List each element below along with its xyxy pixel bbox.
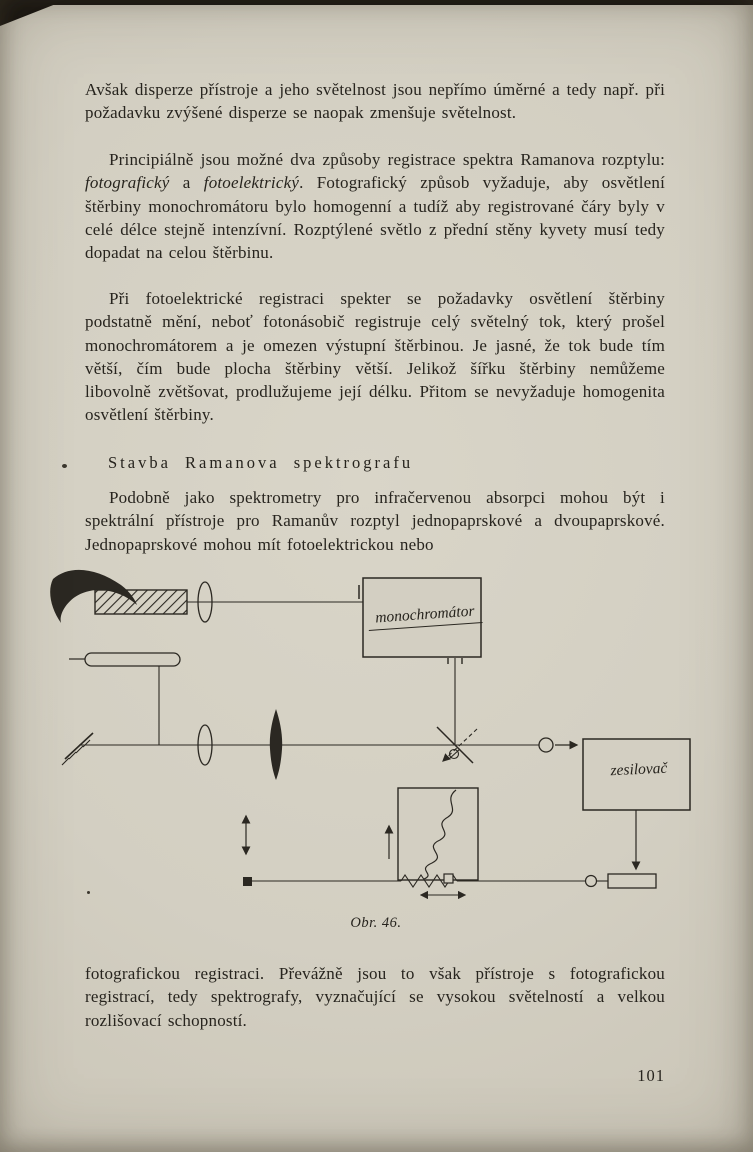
paragraph-photographic-registration: fotografickou registraci. Převážně jsou to však přístroje s fotografickou registrací, tedy spektrografy, vyznačující se vysokou světelností a velkou rozlišovací schopností. bbox=[85, 964, 665, 1030]
recorder-chart-box bbox=[398, 788, 478, 880]
paragraph-spectrograph-types: Podobně jako spektrometry pro infračervenou absorpci mohou být i spektrální přístroje pro Ramanův rozptyl jednopaprskové a dvoupaprskové. Jednopaprskové mohou mít fotoelektrickou nebo bbox=[85, 488, 665, 554]
ink-speck bbox=[62, 464, 67, 468]
paragraph-photoelectric-registration: Při fotoelektrické registraci spekter se požadavky osvětlení štěrbiny podstatně mění, neboť fotonásobič registruje celý světelný tok, který prošel monochromátorem a je omezen výstupní štěrbinou. Je jasné, že tok bude tím větší, čím bude plocha štěrbiny větší. Jelikož šířku štěrbiny nemůžeme libovolně zvětšovat, prodlužujeme její délku. Přitom se nevyžaduje homogenita osvětlení štěrbiny. bbox=[85, 289, 665, 425]
photodetector bbox=[539, 738, 553, 752]
raman-cuvette bbox=[85, 653, 180, 666]
motor-circle bbox=[586, 876, 597, 887]
scan-corner-artifact bbox=[0, 0, 66, 26]
slit-jaw-square bbox=[243, 877, 252, 886]
section-heading: Stavba Ramanova spektrografu bbox=[108, 453, 414, 472]
monochromator-label: monochromátor bbox=[367, 602, 482, 631]
paragraph-dispersion: Avšak disperze přístroje a jeho světelnost jsou nepřímo úměrné a tedy např. při požadavku zvýšené disperze se naopak zmenšuje světelnost. bbox=[85, 80, 665, 123]
italic-term-photographic: fotografický bbox=[85, 173, 170, 193]
lamp-hatched bbox=[95, 590, 187, 614]
scan-edge-top bbox=[0, 0, 753, 5]
page-number: 101 bbox=[637, 1066, 665, 1085]
figure-caption: Obr. 46. bbox=[350, 915, 402, 931]
servo-component bbox=[608, 874, 656, 888]
drive-mechanism bbox=[243, 874, 656, 895]
figure-obr-46 bbox=[45, 563, 710, 959]
paragraph-text-segment: Principiálně jsou možné dva způsoby registrace spektra Ramanova rozptylu: bbox=[109, 150, 665, 169]
paragraph-text-segment: . Fotografický způsob vyžaduje, aby osvětlení štěrbiny monochromátoru bylo homogenní a tudíž aby registrované čáry byly v celé délce stejně intenzívní. Rozptýlené světlo z přední stěny kyvety musí tedy dopadat na celou štěrbinu. bbox=[85, 173, 665, 263]
flame-slit-image bbox=[270, 709, 282, 780]
slider-contact bbox=[444, 874, 453, 883]
paragraph-registration-methods bbox=[85, 148, 665, 264]
amplifier-label: zesilovač bbox=[610, 759, 668, 780]
mirror bbox=[62, 733, 93, 765]
italic-term-photoelectric: fotoelektrický bbox=[203, 173, 300, 193]
paragraph-text-segment: a bbox=[169, 173, 204, 193]
